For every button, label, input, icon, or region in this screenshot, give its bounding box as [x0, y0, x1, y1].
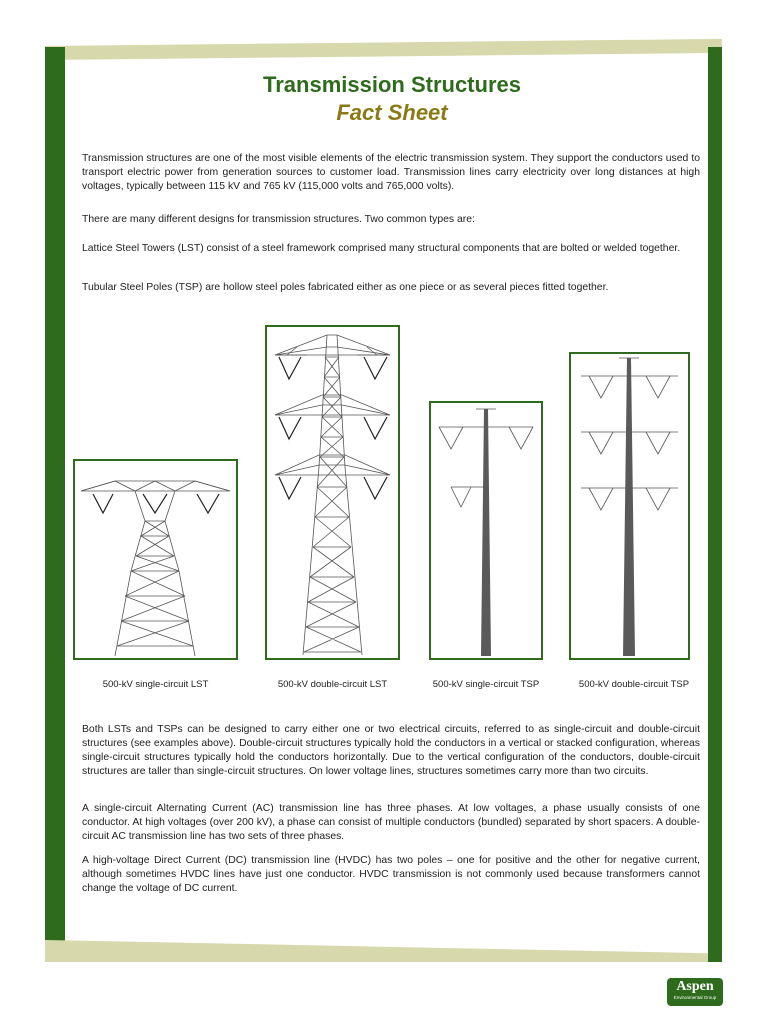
figure-caption-double-circuit-lst: 500-kV double-circuit LST	[277, 679, 388, 690]
double-circuit-lst-figure	[265, 325, 400, 660]
single-circuit-tsp-drawing	[431, 403, 541, 658]
aspen-logo	[667, 978, 723, 1006]
figure-caption-single-circuit-lst: 500-kV single-circuit LST	[102, 679, 209, 690]
bottom-decorative-band	[45, 940, 708, 962]
document-subtitle: Fact Sheet	[336, 100, 448, 125]
logo-tagline: Environmental Group	[673, 995, 717, 1000]
single-circuit-lst-drawing	[75, 461, 236, 658]
right-frame-bar	[708, 47, 722, 962]
single-circuit-lst-figure	[73, 459, 238, 660]
lst-definition-paragraph: Lattice Steel Towers (LST) consist of a steel framework comprised many structural components that are bolted or welded together.	[82, 243, 681, 254]
intro-paragraph: Transmission structures are one of the most visible elements of the electric transmission system. They support the conductors used to transport electric power from generation sources to customer load. Transmission lines carry electricity over long distances at high voltages, typically between 115 kV and 765 kV (115,000 volts and 765,000 volts).	[82, 153, 700, 192]
hvdc-paragraph: A high-voltage Direct Current (DC) transmission line (HVDC) has two poles – one for positive and the other for negative current, although sometimes HVDC lines have just one conductor. HVDC transmission is not commonly used because transformers cannot change the voltage of DC current.	[82, 855, 700, 894]
double-circuit-tsp-drawing	[571, 354, 688, 658]
double-circuit-lst-drawing	[267, 327, 398, 658]
circuits-paragraph: Both LSTs and TSPs can be designed to carry either one or two electrical circuits, referred to as single-circuit and double-circuit structures (see examples above). Double-circuit structures typically hold the conductors in a vertical or stacked configuration, whereas single-circuit structures typically hold the conductors horizontally. Due to the vertical configuration of the conductors, double-circuit structures are taller than single-circuit structures. On lower voltage lines, structures sometimes carry more than two circuits.	[82, 724, 700, 777]
tsp-definition-paragraph: Tubular Steel Poles (TSP) are hollow steel poles fabricated either as one piece or as several pieces fitted together.	[82, 282, 609, 293]
left-frame-bar	[45, 47, 65, 962]
figure-caption-single-circuit-tsp: 500-kV single-circuit TSP	[432, 679, 540, 690]
figure-caption-double-circuit-tsp: 500-kV double-circuit TSP	[578, 679, 690, 690]
document-title: Transmission Structures	[263, 72, 521, 97]
types-intro-paragraph: There are many different designs for transmission structures. Two common types are:	[82, 214, 475, 225]
ac-phases-paragraph: A single-circuit Alternating Current (AC) transmission line has three phases. At low voltages, a phase usually consists of one conductor. At high voltages (over 200 kV), a phase can consist of multiple conductors (bundled) separated by short spacers. A double-circuit AC transmission line has two sets of three phases.	[82, 803, 700, 842]
double-circuit-tsp-figure	[569, 352, 690, 660]
top-decorative-band	[45, 39, 722, 60]
single-circuit-tsp-figure	[429, 401, 543, 660]
logo-name: Aspen	[676, 979, 714, 994]
